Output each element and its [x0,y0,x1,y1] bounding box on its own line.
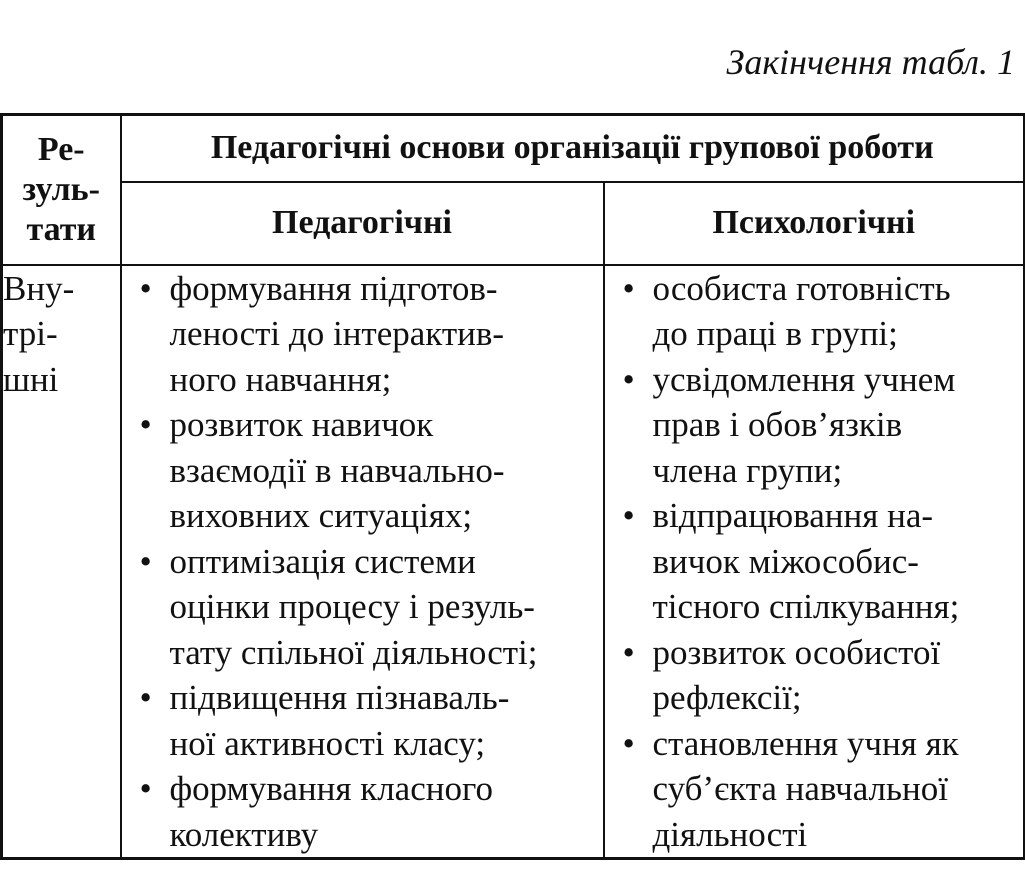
psychological-cell [604,265,1025,859]
list-item: • оптимізація системи оцінки процесу і резуль- тату спільної діяльності; [122,539,603,676]
bullet-icon: • [622,359,635,399]
list-item: • відпрацювання на- вичок міжособис- тісного спілкування; [605,493,1024,630]
list-item: • особиста готовність до праці в групі; [605,266,1024,357]
bullet-icon: • [139,405,152,444]
bullet-icon: • [622,496,635,535]
header-main: Педагогічні основи організації групової роботи [121,115,1025,182]
bullet-icon: • [139,268,152,308]
bullet-icon: • [622,632,635,672]
bullet-icon: • [622,723,635,763]
bullet-icon: • [139,541,152,581]
list-item: • розвиток навичок взаємодії в навчально- виховних ситуаціях; [122,402,603,539]
header-pedagogical: Педагогічні [121,182,604,265]
pedagogical-list [122,266,603,858]
header-psychological: Психологічні [604,182,1025,265]
bullet-icon: • [139,678,152,717]
pedagogical-cell [121,265,604,859]
list-item: • формування класного колективу [122,766,603,857]
list-item: • розвиток особистої рефлексії; [605,630,1024,721]
list-item: • становлення учня як суб’єкта навчальної діяльності [605,721,1024,858]
bullet-icon: • [622,268,635,308]
table-caption: Закінчення табл. 1 [726,42,1015,82]
list-item: • підвищення пізнаваль- ної активності класу; [122,675,603,766]
bullet-icon: • [139,769,152,808]
psychological-list [605,266,1024,858]
header-results: Ре- зуль- тати [2,115,121,265]
pedagogical-foundations-table [0,113,1025,860]
list-item: • усвідомлення учнем прав і обов’язків члена групи; [605,357,1024,494]
result-internal: Вну- трі- шні [2,265,121,859]
list-item: • формування підготов- леності до інтерактив- ного навчання; [122,266,603,403]
